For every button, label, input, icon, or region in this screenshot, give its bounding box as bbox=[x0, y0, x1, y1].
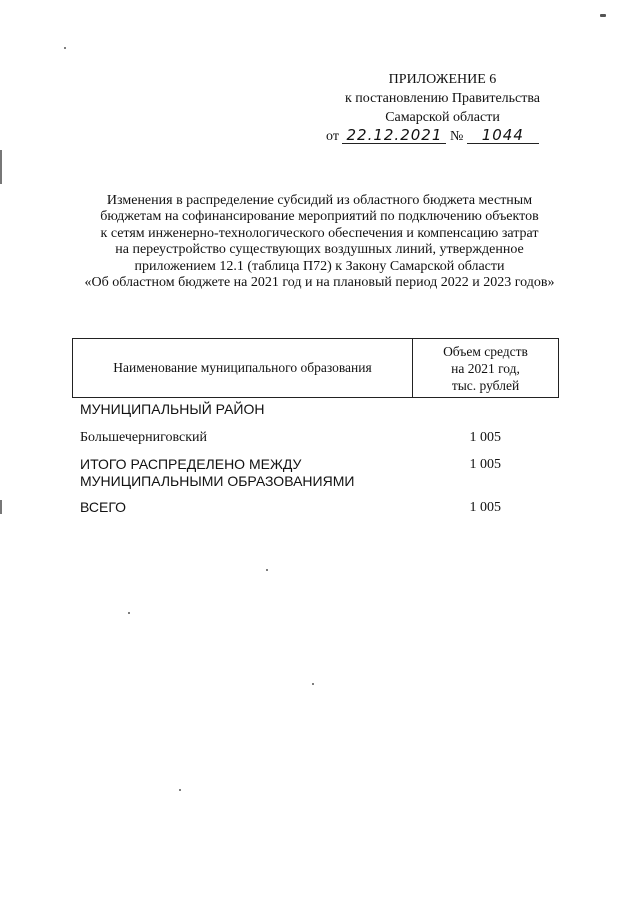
column-header-amount-line: тыс. рублей bbox=[451, 377, 520, 393]
appendix-region: Самарской области bbox=[385, 110, 500, 125]
column-header-amount bbox=[413, 339, 558, 397]
handwritten-date: 22.12.2021 bbox=[342, 127, 446, 144]
from-label: от bbox=[326, 129, 339, 144]
appendix-header bbox=[300, 70, 585, 146]
title-line: Изменения в распределение субсидий из областного бюджета местным bbox=[106, 193, 533, 208]
title-line: на переустройство существующих воздушных линий, утвержденное bbox=[115, 242, 524, 258]
appendix-title: ПРИЛОЖЕНИЕ 6 bbox=[388, 72, 497, 87]
table-header bbox=[72, 338, 559, 398]
scan-speck bbox=[179, 789, 181, 791]
grand-total-value: 1 005 bbox=[469, 500, 501, 515]
total-distributed-label bbox=[80, 456, 354, 490]
scan-speck bbox=[600, 14, 606, 17]
number-label: № bbox=[449, 129, 464, 144]
date-number-line bbox=[300, 127, 585, 146]
district-value: 1 005 bbox=[469, 430, 501, 445]
scan-speck bbox=[128, 612, 130, 614]
column-header-amount-line: Объем средств bbox=[443, 343, 528, 359]
scan-edge-mark bbox=[0, 500, 2, 514]
appendix-decree-ref: к постановлению Правительства bbox=[344, 91, 541, 106]
document-title bbox=[40, 193, 599, 291]
total-distributed-line: ИТОГО РАСПРЕДЕЛЕНО МЕЖДУ bbox=[80, 456, 302, 472]
title-line: бюджетам на софинансирование мероприятий по подключению объектов bbox=[100, 209, 539, 225]
column-header-municipality: Наименование муниципального образования bbox=[73, 339, 413, 397]
total-distributed-value: 1 005 bbox=[469, 457, 501, 472]
scan-speck bbox=[312, 683, 314, 685]
scan-edge-mark bbox=[0, 150, 2, 184]
title-line: «Об областном бюджете на 2021 год и на плановый период 2022 и 2023 годов» bbox=[84, 275, 555, 291]
handwritten-number: 1044 bbox=[467, 127, 539, 144]
district-name: Большечерниговский bbox=[80, 430, 208, 445]
scan-speck bbox=[64, 47, 66, 49]
grand-total-label: ВСЕГО bbox=[80, 499, 127, 515]
section-heading: МУНИЦИПАЛЬНЫЙ РАЙОН bbox=[80, 401, 265, 417]
title-line: к сетям инженерно-технологического обеспечения и компенсацию затрат bbox=[100, 225, 539, 241]
column-header-amount-line: на 2021 год, bbox=[451, 360, 520, 376]
scan-speck bbox=[266, 569, 268, 571]
title-line: приложением 12.1 (таблица П72) к Закону Самарской области bbox=[134, 258, 505, 274]
total-distributed-line: МУНИЦИПАЛЬНЫМИ ОБРАЗОВАНИЯМИ bbox=[80, 473, 355, 489]
